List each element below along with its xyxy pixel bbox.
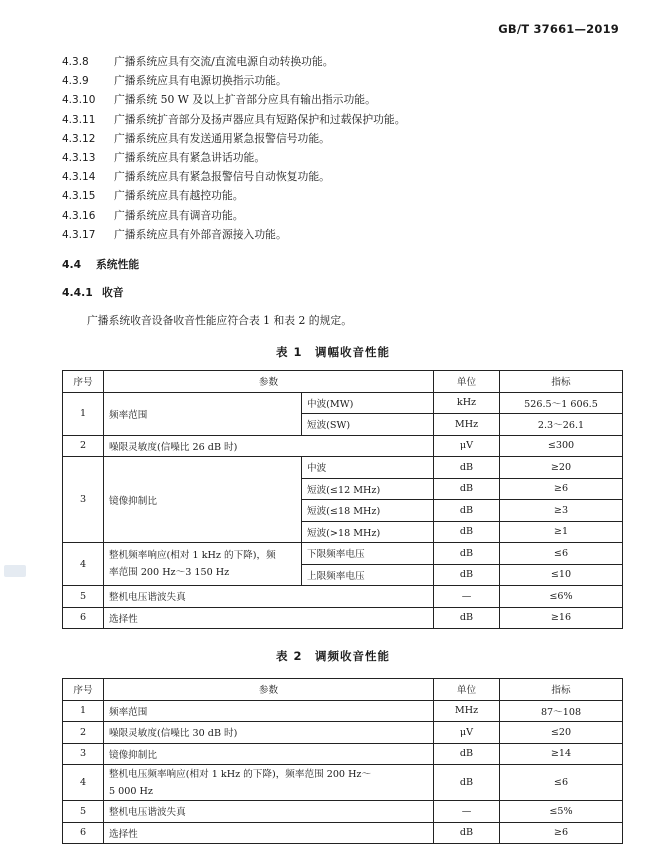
clause-text: 广播系统应具有发送通用紧急报警信号功能。 xyxy=(114,131,330,145)
table-row xyxy=(63,722,623,744)
row-unit: μV xyxy=(434,435,500,457)
clause-number: 4.3.15 xyxy=(62,190,96,203)
row-param: 频率范围 xyxy=(104,392,302,435)
row-param: 噪限灵敏度(信噪比 26 dB 时) xyxy=(104,435,434,457)
row-spec: ≥20 xyxy=(500,457,623,479)
section-title: 收音 xyxy=(102,286,124,299)
intro-paragraph: 广播系统收音设备收音性能应符合表 1 和表 2 的规定。 xyxy=(87,314,352,327)
row-unit: dB xyxy=(434,521,500,543)
row-spec: ≥1 xyxy=(500,521,623,543)
clause-number: 4.3.10 xyxy=(62,94,96,107)
row-spec: ≥3 xyxy=(500,500,623,522)
row-spec: ≥16 xyxy=(500,607,623,629)
row-param-line1: 整机电压频率响应(相对 1 kHz 的下降)，频率范围 200 Hz～ xyxy=(109,768,372,780)
table-fm-reception xyxy=(62,678,623,844)
row-unit: dB xyxy=(434,765,500,801)
table-row xyxy=(63,392,623,414)
row-param: 频率范围 xyxy=(104,700,434,722)
clause-text: 广播系统应具有电源切换指示功能。 xyxy=(114,74,287,88)
row-subparam: 上限频率电压 xyxy=(302,564,434,586)
row-unit: MHz xyxy=(434,700,500,722)
clause-item xyxy=(62,167,622,186)
table-row xyxy=(63,822,623,844)
margin-marker xyxy=(4,565,26,577)
row-subparam: 短波(SW) xyxy=(302,414,434,436)
clause-text: 广播系统应具有越控功能。 xyxy=(114,189,244,203)
row-spec: ≤6% xyxy=(500,586,623,608)
row-unit: dB xyxy=(434,564,500,586)
section-heading-4-4 xyxy=(62,257,139,272)
row-spec: ≤6 xyxy=(500,765,623,801)
row-subparam: 中波 xyxy=(302,457,434,479)
table-row xyxy=(63,586,623,608)
row-no: 6 xyxy=(63,607,104,629)
section-number: 4.4 xyxy=(62,258,82,271)
table-row xyxy=(63,607,623,629)
header-no: 序号 xyxy=(63,679,104,701)
header-param: 参数 xyxy=(104,679,434,701)
row-spec: ≤10 xyxy=(500,564,623,586)
clause-number: 4.3.11 xyxy=(62,113,96,126)
row-param: 镜像抑制比 xyxy=(104,457,302,543)
table-header-row xyxy=(63,371,623,393)
row-no: 6 xyxy=(63,822,104,844)
row-no: 2 xyxy=(63,435,104,457)
clause-number: 4.3.13 xyxy=(62,151,96,164)
clause-text: 广播系统应具有外部音源接入功能。 xyxy=(114,227,287,241)
row-no: 4 xyxy=(63,765,104,801)
row-param-line2: 率范围 200 Hz～3 150 Hz xyxy=(109,567,230,578)
row-spec: ≥6 xyxy=(500,478,623,500)
table2-caption: 表 2 调频收音性能 xyxy=(275,649,390,663)
table1-caption: 表 1 调幅收音性能 xyxy=(275,345,390,359)
table-am-reception xyxy=(62,370,623,629)
clause-text: 广播系统应具有紧急讲话功能。 xyxy=(114,150,266,164)
clause-number: 4.3.12 xyxy=(62,132,96,145)
row-unit: MHz xyxy=(434,414,500,436)
clause-item xyxy=(62,90,622,109)
row-subparam: 下限频率电压 xyxy=(302,543,434,565)
clause-number: 4.3.16 xyxy=(62,209,96,222)
header-no: 序号 xyxy=(63,371,104,393)
row-unit: dB xyxy=(434,822,500,844)
clause-item xyxy=(62,148,622,167)
row-spec: ≤300 xyxy=(500,435,623,457)
row-param-line1: 整机频率响应(相对 1 kHz 的下降)，频 xyxy=(109,550,276,561)
row-param-line2: 5 000 Hz xyxy=(109,785,153,797)
row-param: 整机电压谐波失真 xyxy=(104,801,434,823)
row-no: 2 xyxy=(63,722,104,744)
clause-text: 广播系统 50 W 及以上扩音部分应具有输出指示功能。 xyxy=(114,93,376,107)
row-no: 4 xyxy=(63,543,104,586)
table-row xyxy=(63,801,623,823)
header-unit: 单位 xyxy=(434,371,500,393)
row-param: 噪限灵敏度(信噪比 30 dB 时) xyxy=(104,722,434,744)
clause-item xyxy=(62,129,622,148)
row-no: 5 xyxy=(63,801,104,823)
row-spec: 526.5～1 606.5 xyxy=(500,392,623,414)
row-subparam: 短波(≤18 MHz) xyxy=(302,500,434,522)
clause-item xyxy=(62,206,622,225)
row-param: 选择性 xyxy=(104,822,434,844)
row-no: 5 xyxy=(63,586,104,608)
row-param: 镜像抑制比 xyxy=(104,743,434,765)
clause-number: 4.3.9 xyxy=(62,75,89,88)
clause-item xyxy=(62,52,622,71)
row-subparam: 中波(MW) xyxy=(302,392,434,414)
clause-text: 广播系统应具有交流/直流电源自动转换功能。 xyxy=(114,55,334,68)
row-unit: kHz xyxy=(434,392,500,414)
row-subparam: 短波(>18 MHz) xyxy=(302,521,434,543)
clause-item xyxy=(62,110,622,129)
row-spec: 2.3～26.1 xyxy=(500,414,623,436)
row-unit: dB xyxy=(434,607,500,629)
row-spec: 87～108 xyxy=(500,700,623,722)
row-spec: ≥6 xyxy=(500,822,623,844)
row-param: 整机电压谐波失真 xyxy=(104,586,434,608)
table-row xyxy=(63,457,623,479)
row-no: 3 xyxy=(63,743,104,765)
row-spec: ≤6 xyxy=(500,543,623,565)
section-heading-4-4-1 xyxy=(62,285,124,300)
row-no: 1 xyxy=(63,700,104,722)
clause-item xyxy=(62,225,622,244)
table-row xyxy=(63,700,623,722)
table-row xyxy=(63,543,623,565)
header-spec: 指标 xyxy=(500,679,623,701)
row-no: 1 xyxy=(63,392,104,435)
row-param xyxy=(104,543,302,586)
section-number: 4.4.1 xyxy=(62,286,93,299)
clause-text: 广播系统扩音部分及扬声器应具有短路保护和过载保护功能。 xyxy=(114,112,406,126)
clause-number: 4.3.14 xyxy=(62,171,96,184)
standard-number: GB/T 37661—2019 xyxy=(498,22,619,36)
row-unit: — xyxy=(434,586,500,608)
row-unit: dB xyxy=(434,500,500,522)
clause-item xyxy=(62,71,622,90)
row-param xyxy=(104,765,434,801)
row-unit: dB xyxy=(434,478,500,500)
clause-item xyxy=(62,186,622,205)
row-param: 选择性 xyxy=(104,607,434,629)
clause-list xyxy=(62,52,622,244)
header-param: 参数 xyxy=(104,371,434,393)
row-unit: dB xyxy=(434,543,500,565)
row-spec: ≤5% xyxy=(500,801,623,823)
row-unit: μV xyxy=(434,722,500,744)
row-unit: — xyxy=(434,801,500,823)
clause-number: 4.3.17 xyxy=(62,228,96,241)
table-row xyxy=(63,435,623,457)
header-spec: 指标 xyxy=(500,371,623,393)
section-title: 系统性能 xyxy=(96,258,140,271)
row-spec: ≤20 xyxy=(500,722,623,744)
clause-text: 广播系统应具有调音功能。 xyxy=(114,208,244,222)
row-unit: dB xyxy=(434,457,500,479)
table-row xyxy=(63,743,623,765)
header-unit: 单位 xyxy=(434,679,500,701)
row-subparam: 短波(≤12 MHz) xyxy=(302,478,434,500)
clause-text: 广播系统应具有紧急报警信号自动恢复功能。 xyxy=(114,170,330,184)
table-row xyxy=(63,765,623,801)
row-unit: dB xyxy=(434,743,500,765)
table-header-row xyxy=(63,679,623,701)
row-no: 3 xyxy=(63,457,104,543)
row-spec: ≥14 xyxy=(500,743,623,765)
clause-number: 4.3.8 xyxy=(62,56,89,68)
